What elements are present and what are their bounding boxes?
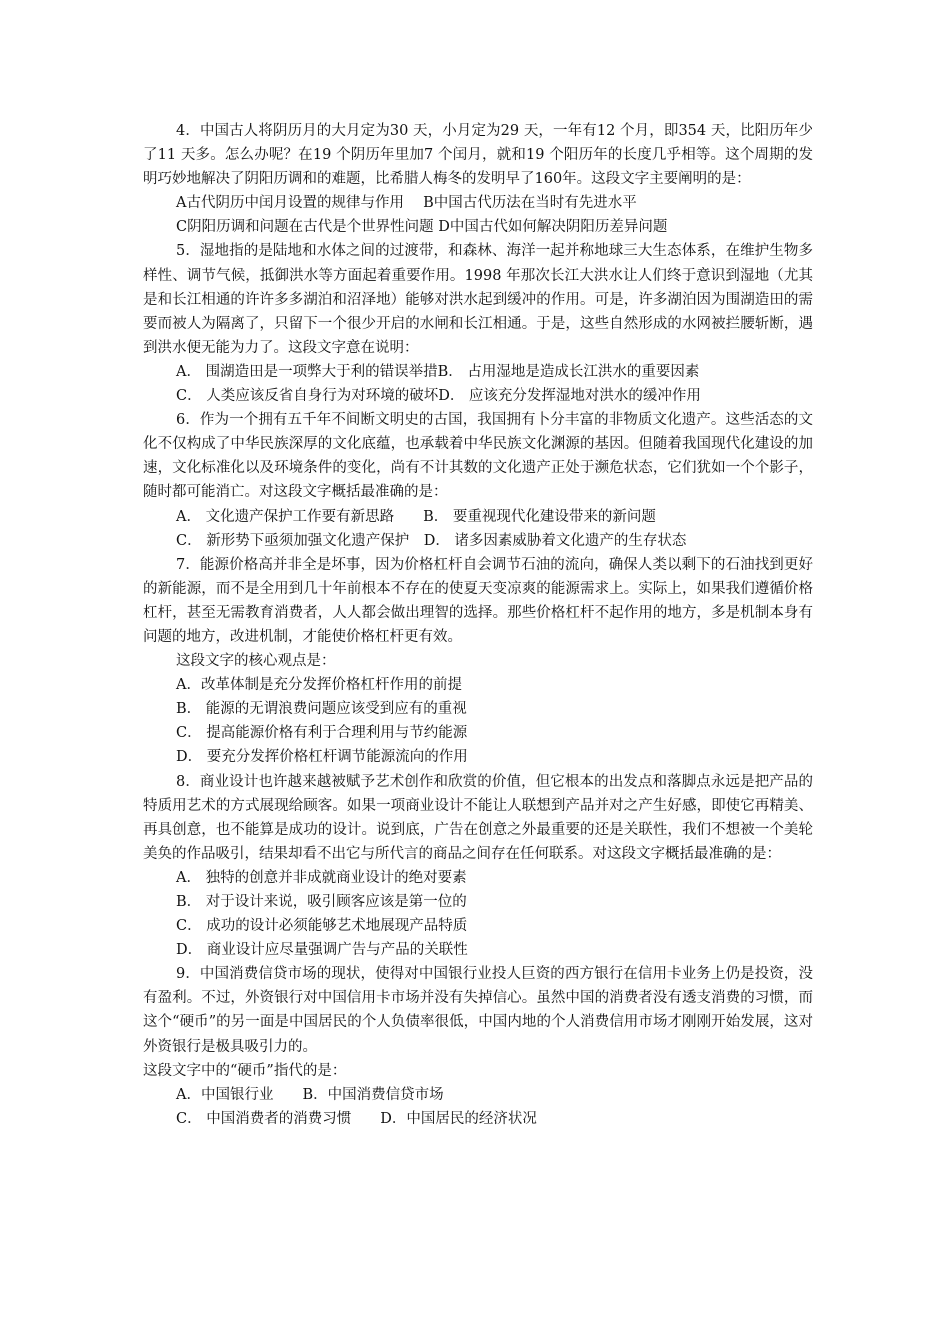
question-7-option-c: C． 提高能源价格有利于合理利用与节约能源 xyxy=(176,725,468,742)
question-8-option-c: C． 成功的设计必须能够艺术地展现产品特质 xyxy=(176,918,468,935)
question-4-stem: 4．中国古人将阴历月的大月定为30 天，小月定为29 天，一年有12 个月，即354 天，比阳历年少了11 天多。怎么办呢？在19 个阴历年里加7 个闰月，就和19 个阳历年的长度几乎相等。这个周期的发明巧妙地解决了阴阳历调和的难题，比希腊人梅冬的发明早了160年。这段文字主要阐明的是： xyxy=(143,123,813,188)
question-8-option-a: A． 独特的创意并非成就商业设计的绝对要素 xyxy=(176,869,467,886)
question-6-stem: 6．作为一个拥有五千年不间断文明史的古国，我国拥有卜分丰富的非物质文化遗产。这些活态的文化不仅构成了中华民族深厚的文化底蕴，也承载着中华民族文化渊源的基因。但随着我国现代化建设的加速，文化标准化以及环境条件的变化，尚有不计其数的文化遗产正处于濒危状态，它们犹如一个个影子，随时都可能消亡。对这段文字概括最准确的是： xyxy=(143,412,813,501)
question-7-stem: 7．能源价格高并非全是坏事，因为价格杠杆自会调节石油的流向，确保人类以剩下的石油找到更好的新能源，而不是全用到几十年前根本不存在的使夏天变凉爽的能源需求上。实际上，如果我们遵循价格杠杆，甚至无需教育消费者，人人都会做出理智的选择。那些价格杠杆不起作用的地方，多是机制本身有问题的地方，改进机制，才能使价格杠杆更有效。 xyxy=(143,556,813,645)
question-6-options-cd: C． 新形势下亟须加强文化遗产保护 D． 诸多因素威胁着文化遗产的生存状态 xyxy=(176,532,687,549)
question-6-options-ab: A． 文化遗产保护工作要有新思路 B． 要重视现代化建设带来的新问题 xyxy=(176,508,656,525)
question-8-option-b: B． 对于设计来说，吸引顾客应该是第一位的 xyxy=(176,894,467,910)
question-9-options-cd: C． 中国消费者的消费习惯 D．中国居民的经济状况 xyxy=(176,1110,537,1127)
question-7-option-a: A．改革体制是充分发挥价格杠杆作用的前提 xyxy=(176,677,462,694)
question-9-prompt: 这段文字中的“硬币”指代的是： xyxy=(143,1062,347,1079)
document-page xyxy=(143,119,813,1131)
question-7-prompt: 这段文字的核心观点是： xyxy=(176,653,336,670)
question-9-options-ab: A．中国银行业 B．中国消费信贷市场 xyxy=(176,1086,444,1103)
question-5-options-cd: C． 人类应该反省自身行为对环境的破坏D． 应该充分发挥湿地对洪水的缓冲作用 xyxy=(176,388,701,405)
question-5-options-ab: A． 围湖造田是一项弊大于利的错误举措B． 占用湿地是造成长江洪水的重要因素 xyxy=(176,363,700,380)
question-4-options-ab: A古代阴历中闰月设置的规律与作用 B中国古代历法在当时有先进水平 xyxy=(176,195,637,212)
question-5-stem: 5．湿地指的是陆地和水体之间的过渡带，和森林、海洋一起并称地球三大生态体系，在维护生物多样性、调节气候，抵御洪水等方面起着重要作用。1998 年那次长江大洪水让人们终于意识到湿地（尤其是和长江相通的许许多多湖泊和沼泽地）能够对洪水起到缓冲的作用。可是，许多湖泊因为围湖造田的需要而被人为隔离了，只留下一个很少开启的水闸和长江相通。于是，这些自然形成的水网被拦腰斩断，遇到洪水便无能为力了。这段文字意在说明： xyxy=(143,243,813,356)
question-7-option-b: B． 能源的无谓浪费问题应该受到应有的重视 xyxy=(176,701,467,718)
question-8-option-d: D． 商业设计应尽量强调广告与产品的关联性 xyxy=(176,942,468,959)
question-7-option-d: D． 要充分发挥价格杠杆调节能源流向的作用 xyxy=(176,749,468,766)
question-9-stem: 9．中国消费信贷市场的现状，使得对中国银行业投人巨资的西方银行在信用卡业务上仍是投资，没有盈利。不过，外资银行对中国信用卡市场并没有失掉信心。虽然中国的消费者没有透支消费的习惯，而这个“硬币”的另一面是中国居民的个人负债率很低，中国内地的个人消费信用市场才刚刚开始发展，这对外资银行是极具吸引力的。 xyxy=(143,966,813,1055)
question-8-stem: 8．商业设计也许越来越被赋予艺术创作和欣赏的价值，但它根本的出发点和落脚点永远是把产品的特质用艺术的方式展现给顾客。如果一项商业设计不能让人联想到产品并对之产生好感，即使它再精美、再具创意，也不能算是成功的设计。说到底，广告在创意之外最重要的还是关联性，我们不想被一个美轮美奂的作品吸引，结果却看不出它与所代言的商品之间存在任何联系。对这段文字概括最准确的是： xyxy=(143,773,813,862)
question-4-options-cd: C阴阳历调和问题在古代是个世界性问题 D中国古代如何解决阴阳历差异问题 xyxy=(176,219,668,236)
